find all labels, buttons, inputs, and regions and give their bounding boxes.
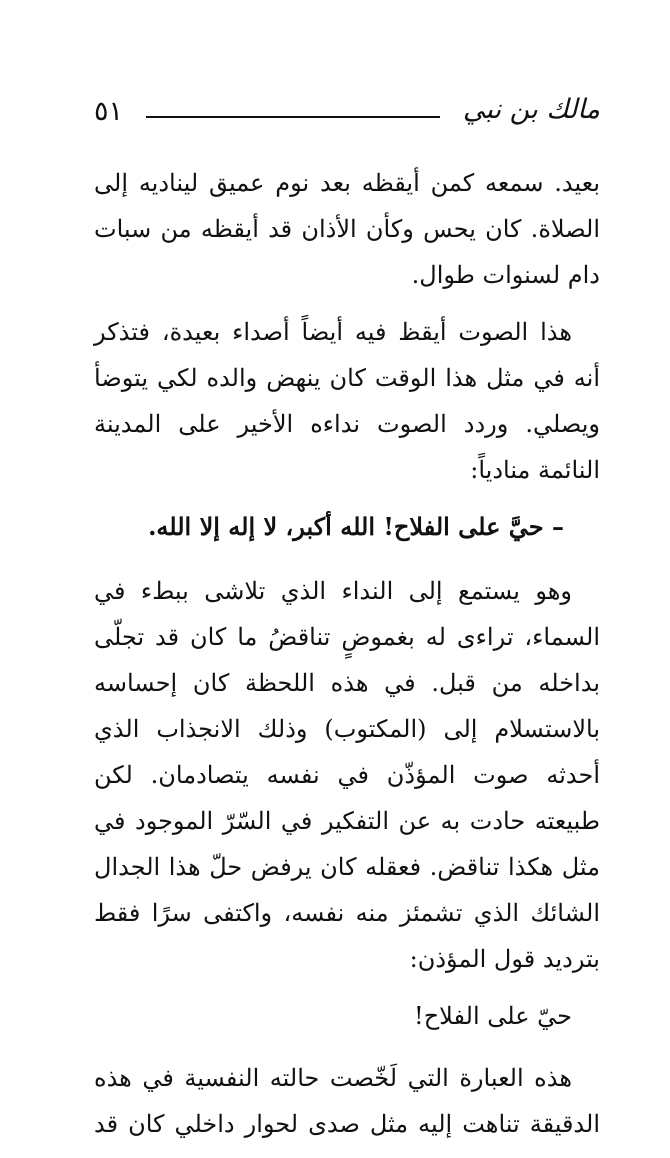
page-header bbox=[92, 92, 600, 138]
paragraph-4: هذه العبارة التي لَخّصت حالته النفسية في هذه الدقيقة تناهت إليه مثل صدى لحوار داخلي كان قد bbox=[94, 1064, 600, 1138]
page-number: ٥١ bbox=[94, 96, 124, 127]
short-quote: حيّ على الفلاح! bbox=[414, 1002, 572, 1030]
header-rule bbox=[146, 116, 440, 118]
paragraph-1: بعيد. سمعه كمن أيقظه بعد نوم عميق ليناديه إلى الصلاة. كان يحس وكأن الأذان قد أيقظه من سبات دام لسنوات طوال. bbox=[94, 169, 600, 289]
quote-line: – حيَّ على الفلاح! الله أكبر، لا إله إلا الله. bbox=[148, 512, 564, 541]
running-head-author: مالك بن نبي bbox=[462, 94, 600, 125]
body-text bbox=[94, 160, 600, 1158]
paragraph-2: هذا الصوت أيقظ فيه أيضاً أصداء بعيدة، فتذكر أنه في مثل هذا الوقت كان ينهض والده لكي يتوضأ ويصلي. وردد الصوت نداءه الأخير على المدينة النائمة منادياً: bbox=[94, 318, 600, 484]
paragraph-3: وهو يستمع إلى النداء الذي تلاشى ببطء في السماء، تراءى له بغموضٍ تناقضُ ما كان قد تجلّى بداخله من قبل. في هذه اللحظة كان إحساسه بالاستسلام إلى (المكتوب) وذلك الانجذاب الذي أحدثه صوت المؤذّن في نفسه يتصادمان. لكن طبيعته حادت به عن التفكير في السّرّ الموجود في مثل هكذا تناقض. فعقله كان يرفض حلّ هذا الجدال الشائك الذي تشمئز منه نفسه، واكتفى سرًا فقط بترديد قول المؤذن: bbox=[94, 577, 601, 973]
